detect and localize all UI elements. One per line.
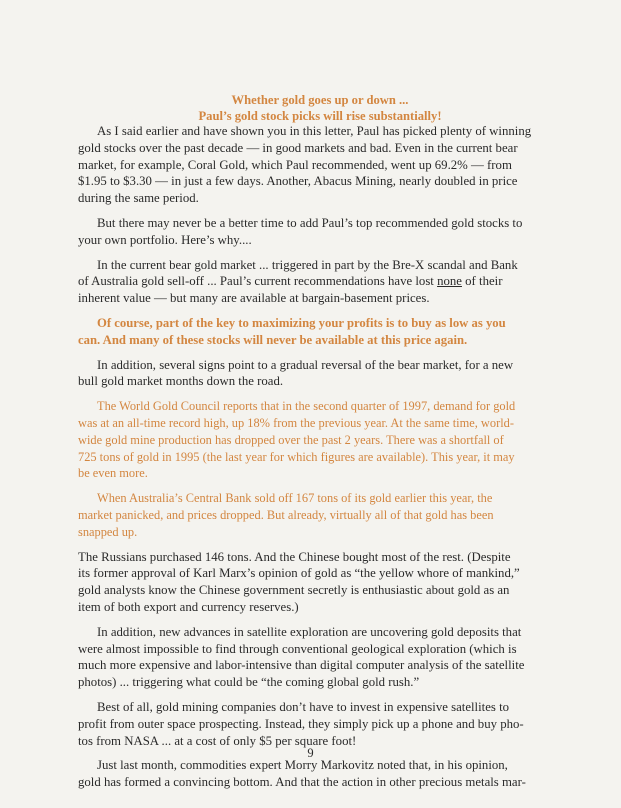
text-segment: of their — [461, 274, 503, 289]
text-line: 725 tons of gold in 1995 (the last year for which figures are available). This year, it may — [78, 449, 515, 464]
paragraph-6-highlight — [78, 398, 562, 482]
text-line: its former approval of Karl Marx’s opinion of gold as “the yellow whore of mankind,” — [78, 566, 520, 581]
text-line: gold has formed a convincing bottom. And that the action in other precious metals mar- — [78, 775, 526, 790]
text-line: Best of all, gold mining companies don’t have to invest in expensive satellites to — [97, 699, 510, 714]
paragraph-2 — [78, 215, 562, 249]
text-line: can. And many of these stocks will never be available at this price again. — [78, 332, 468, 347]
text-line: $1.95 to $3.30 — in just a few days. Another, Abacus Mining, nearly doubled in price — [78, 174, 518, 189]
text-line: In addition, new advances in satellite exploration are uncovering gold deposits that — [97, 624, 522, 639]
text-line: your own portfolio. Here’s why.... — [78, 232, 252, 247]
paragraph-8 — [78, 549, 562, 616]
paragraph-7-highlight — [78, 490, 562, 540]
headline-line-2: Paul’s gold stock picks will rise substantially! — [198, 109, 442, 123]
text-line: profit from outer space prospecting. Instead, they simply pick up a phone and buy pho- — [78, 716, 524, 731]
paragraph-4-emphasis — [78, 315, 562, 349]
text-line: When Australia’s Central Bank sold off 167 tons of its gold earlier this year, the — [97, 491, 493, 506]
text-line: tos from NASA ... at a cost of only $5 per square foot! — [78, 733, 357, 748]
text-line: In addition, several signs point to a gradual reversal of the bear market, for a new — [97, 357, 514, 372]
text-line: gold stocks over the past decade — in good markets and bad. Even in the current bear — [78, 140, 518, 155]
paragraph-3 — [78, 257, 562, 307]
text-line: The Russians purchased 146 tons. And the Chinese bought most of the rest. (Despite — [78, 549, 511, 564]
text-line: bull gold market months down the road. — [78, 374, 284, 389]
text-line: during the same period. — [78, 191, 199, 206]
paragraph-5 — [78, 357, 562, 391]
text-line: be even more. — [78, 466, 148, 481]
text-line: photos) ... triggering what could be “the coming global gold rush.” — [78, 675, 420, 690]
text-line: In the current bear gold market ... triggered in part by the Bre-X scandal and Bank — [97, 257, 518, 272]
text-line — [78, 273, 562, 290]
text-line: Of course, part of the key to maximizing your profits is to buy as low as you — [97, 315, 506, 330]
text-line: snapped up. — [78, 524, 138, 539]
text-line: wide gold mine production has dropped over the past 2 years. There was a shortfall of — [78, 432, 504, 447]
text-line: market panicked, and prices dropped. But already, virtually all of that gold has been — [78, 507, 494, 522]
text-line: item of both export and currency reserves.) — [78, 599, 299, 614]
text-line: But there may never be a better time to add Paul’s top recommended gold stocks to — [97, 215, 523, 230]
headline — [78, 92, 562, 124]
text-line: market, for example, Coral Gold, which Paul recommended, went up 69.2% — from — [78, 157, 512, 172]
paragraph-9 — [78, 624, 562, 691]
text-line: was at an all-time record high, up 18% from the previous year. At the same time, world- — [78, 415, 514, 430]
text-line: gold analysts know the Chinese government secretly is enthusiastic about gold as an — [78, 583, 510, 598]
text-line: inherent value — but many are available at bargain-basement prices. — [78, 291, 430, 306]
paragraph-1 — [78, 123, 562, 207]
text-line: Just last month, commodities expert Morry Markovitz noted that, in his opinion, — [97, 758, 508, 773]
text-line: The World Gold Council reports that in the second quarter of 1997, demand for gold — [97, 399, 516, 414]
article-body — [78, 123, 562, 799]
text-segment: of Australia gold sell-off ... Paul’s current recommendations have lost — [78, 274, 438, 289]
text-line: As I said earlier and have shown you in this letter, Paul has picked plenty of winning — [97, 124, 532, 138]
paragraph-10 — [78, 699, 562, 749]
underlined-word: none — [437, 274, 462, 289]
paragraph-11 — [78, 757, 562, 791]
text-line: were almost impossible to find through conventional geological exploration (which is — [78, 641, 517, 656]
text-line: much more expensive and labor-intensive than digital computer analysis of the satellite — [78, 658, 525, 673]
headline-line-1: Whether gold goes up or down ... — [231, 93, 409, 107]
page-number: 9 — [307, 746, 314, 760]
